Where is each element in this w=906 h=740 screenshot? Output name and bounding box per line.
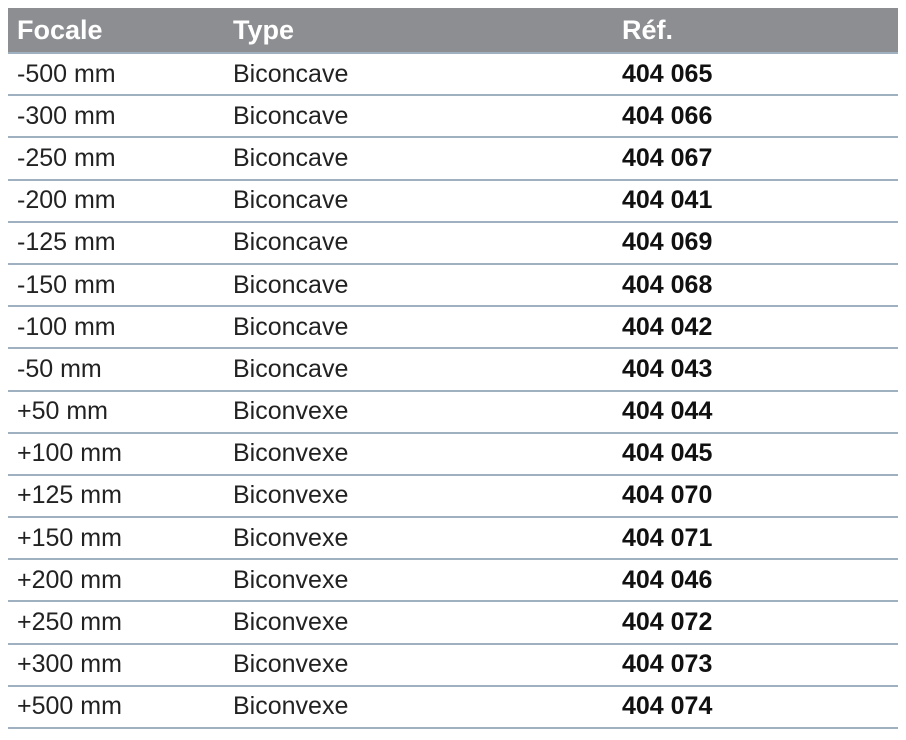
header-focale: Focale [17, 14, 103, 45]
cell-focale: +100 mm [17, 439, 122, 468]
cell-focale: +50 mm [17, 397, 109, 426]
cell-ref: 404 042 [622, 312, 713, 341]
table-row [8, 181, 898, 223]
table-row [8, 518, 898, 560]
cell-ref: 404 070 [622, 481, 713, 510]
table-row [8, 96, 898, 138]
lens-table [8, 8, 898, 729]
cell-focale: -300 mm [17, 101, 116, 130]
cell-focale: -200 mm [17, 186, 116, 215]
cell-type: Biconcave [233, 312, 349, 341]
cell-focale: +200 mm [17, 565, 122, 594]
cell-focale: -250 mm [17, 143, 116, 172]
table-row [8, 645, 898, 687]
cell-focale: -50 mm [17, 354, 102, 383]
cell-type: Biconvexe [233, 481, 349, 510]
cell-ref: 404 072 [622, 608, 713, 637]
header-type: Type [233, 14, 295, 45]
cell-type: Biconvexe [233, 397, 349, 426]
cell-ref: 404 067 [622, 143, 713, 172]
table-row [8, 392, 898, 434]
cell-type: Biconvexe [233, 565, 349, 594]
cell-ref: 404 044 [622, 397, 713, 426]
table-row [8, 434, 898, 476]
table-row [8, 307, 898, 349]
cell-ref: 404 069 [622, 228, 713, 257]
cell-type: Biconcave [233, 186, 349, 215]
cell-ref: 404 071 [622, 523, 713, 552]
cell-type: Biconcave [233, 228, 349, 257]
table-row [8, 138, 898, 180]
cell-type: Biconcave [233, 354, 349, 383]
cell-ref: 404 043 [622, 354, 713, 383]
cell-focale: +300 mm [17, 650, 122, 679]
cell-focale: -100 mm [17, 312, 116, 341]
table-row [8, 265, 898, 307]
cell-ref: 404 074 [622, 692, 713, 721]
table-row [8, 223, 898, 265]
cell-ref: 404 073 [622, 650, 713, 679]
cell-type: Biconvexe [233, 608, 349, 637]
cell-ref: 404 045 [622, 439, 713, 468]
table-row [8, 560, 898, 602]
cell-focale: +250 mm [17, 608, 122, 637]
table-row [8, 476, 898, 518]
cell-type: Biconcave [233, 143, 349, 172]
cell-ref: 404 046 [622, 565, 713, 594]
cell-focale: -500 mm [17, 59, 116, 88]
table-row [8, 54, 898, 96]
cell-ref: 404 068 [622, 270, 713, 299]
cell-ref: 404 065 [622, 59, 713, 88]
cell-type: Biconcave [233, 59, 349, 88]
cell-ref: 404 041 [622, 186, 713, 215]
table-row [8, 349, 898, 391]
table-row [8, 602, 898, 644]
cell-ref: 404 066 [622, 101, 713, 130]
cell-type: Biconvexe [233, 692, 349, 721]
cell-focale: +150 mm [17, 523, 122, 552]
cell-type: Biconcave [233, 270, 349, 299]
cell-focale: +125 mm [17, 481, 122, 510]
header-ref: Réf. [622, 14, 674, 45]
table-row [8, 687, 898, 729]
cell-type: Biconvexe [233, 650, 349, 679]
table-header [8, 8, 898, 54]
cell-type: Biconvexe [233, 439, 349, 468]
cell-focale: -125 mm [17, 228, 116, 257]
cell-focale: -150 mm [17, 270, 116, 299]
cell-type: Biconcave [233, 101, 349, 130]
cell-focale: +500 mm [17, 692, 122, 721]
cell-type: Biconvexe [233, 523, 349, 552]
